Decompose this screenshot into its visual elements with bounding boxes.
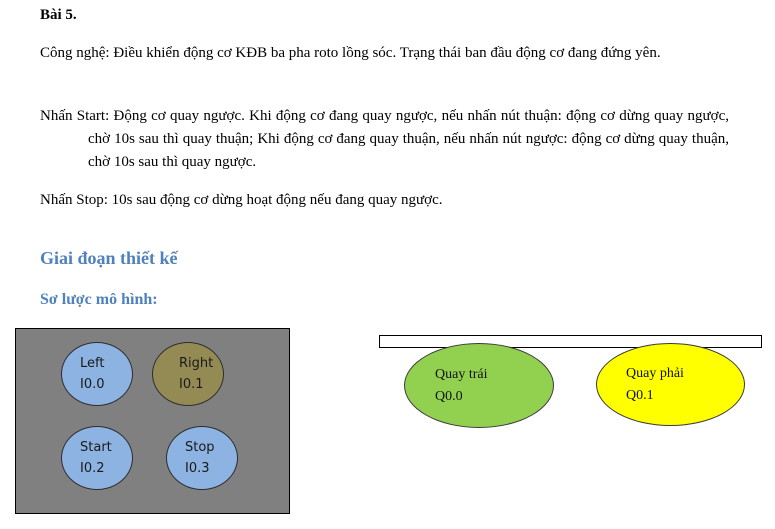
output-rotate-right <box>596 343 745 426</box>
input-panel <box>15 328 290 514</box>
output-rotate-left-label: Quay trái <box>435 366 488 382</box>
output-rotate-left-address: Q0.0 <box>435 388 463 404</box>
start-button-label: Start <box>80 440 112 455</box>
motor-rail <box>379 335 762 348</box>
paragraph-technology: Công nghệ: Điều khiển động cơ KĐB ba pha roto lồng sóc. Trạng thái ban đầu động cơ đang đứng yên. <box>40 45 661 61</box>
left-button-label: Left <box>80 356 105 371</box>
stop-button-address: I0.3 <box>185 461 210 476</box>
heading-design-phase: Giai đoạn thiết kế <box>40 248 178 268</box>
paragraph-stop: Nhấn Stop: 10s sau động cơ dừng hoạt động nếu đang quay ngược. <box>40 192 443 208</box>
right-button-label: Right <box>179 356 214 371</box>
stop-button-label: Stop <box>185 440 215 455</box>
left-button-address: I0.0 <box>80 377 105 392</box>
right-button-address: I0.1 <box>179 377 204 392</box>
start-button-address: I0.2 <box>80 461 105 476</box>
stop-button[interactable] <box>166 426 238 490</box>
right-button[interactable] <box>152 342 224 406</box>
start-button[interactable] <box>61 426 133 490</box>
paragraph-start: Nhấn Start: Động cơ quay ngược. Khi động cơ đang quay ngược, nếu nhấn nút thuận: động cơ dừng quay ngược, chờ 10s sau thì quay thuận; Khi động cơ đang quay thuận, nếu nhấn nút ngược: động cơ dừng quay thuận, chờ 10s sau thì quay ngược. <box>40 108 729 170</box>
output-rotate-right-address: Q0.1 <box>626 387 654 403</box>
output-rotate-right-label: Quay phải <box>626 365 684 381</box>
heading-model-overview: Sơ lược mô hình: <box>40 291 158 308</box>
left-button[interactable] <box>61 342 133 406</box>
exercise-title: Bài 5. <box>40 7 77 23</box>
output-rotate-left <box>404 343 554 428</box>
